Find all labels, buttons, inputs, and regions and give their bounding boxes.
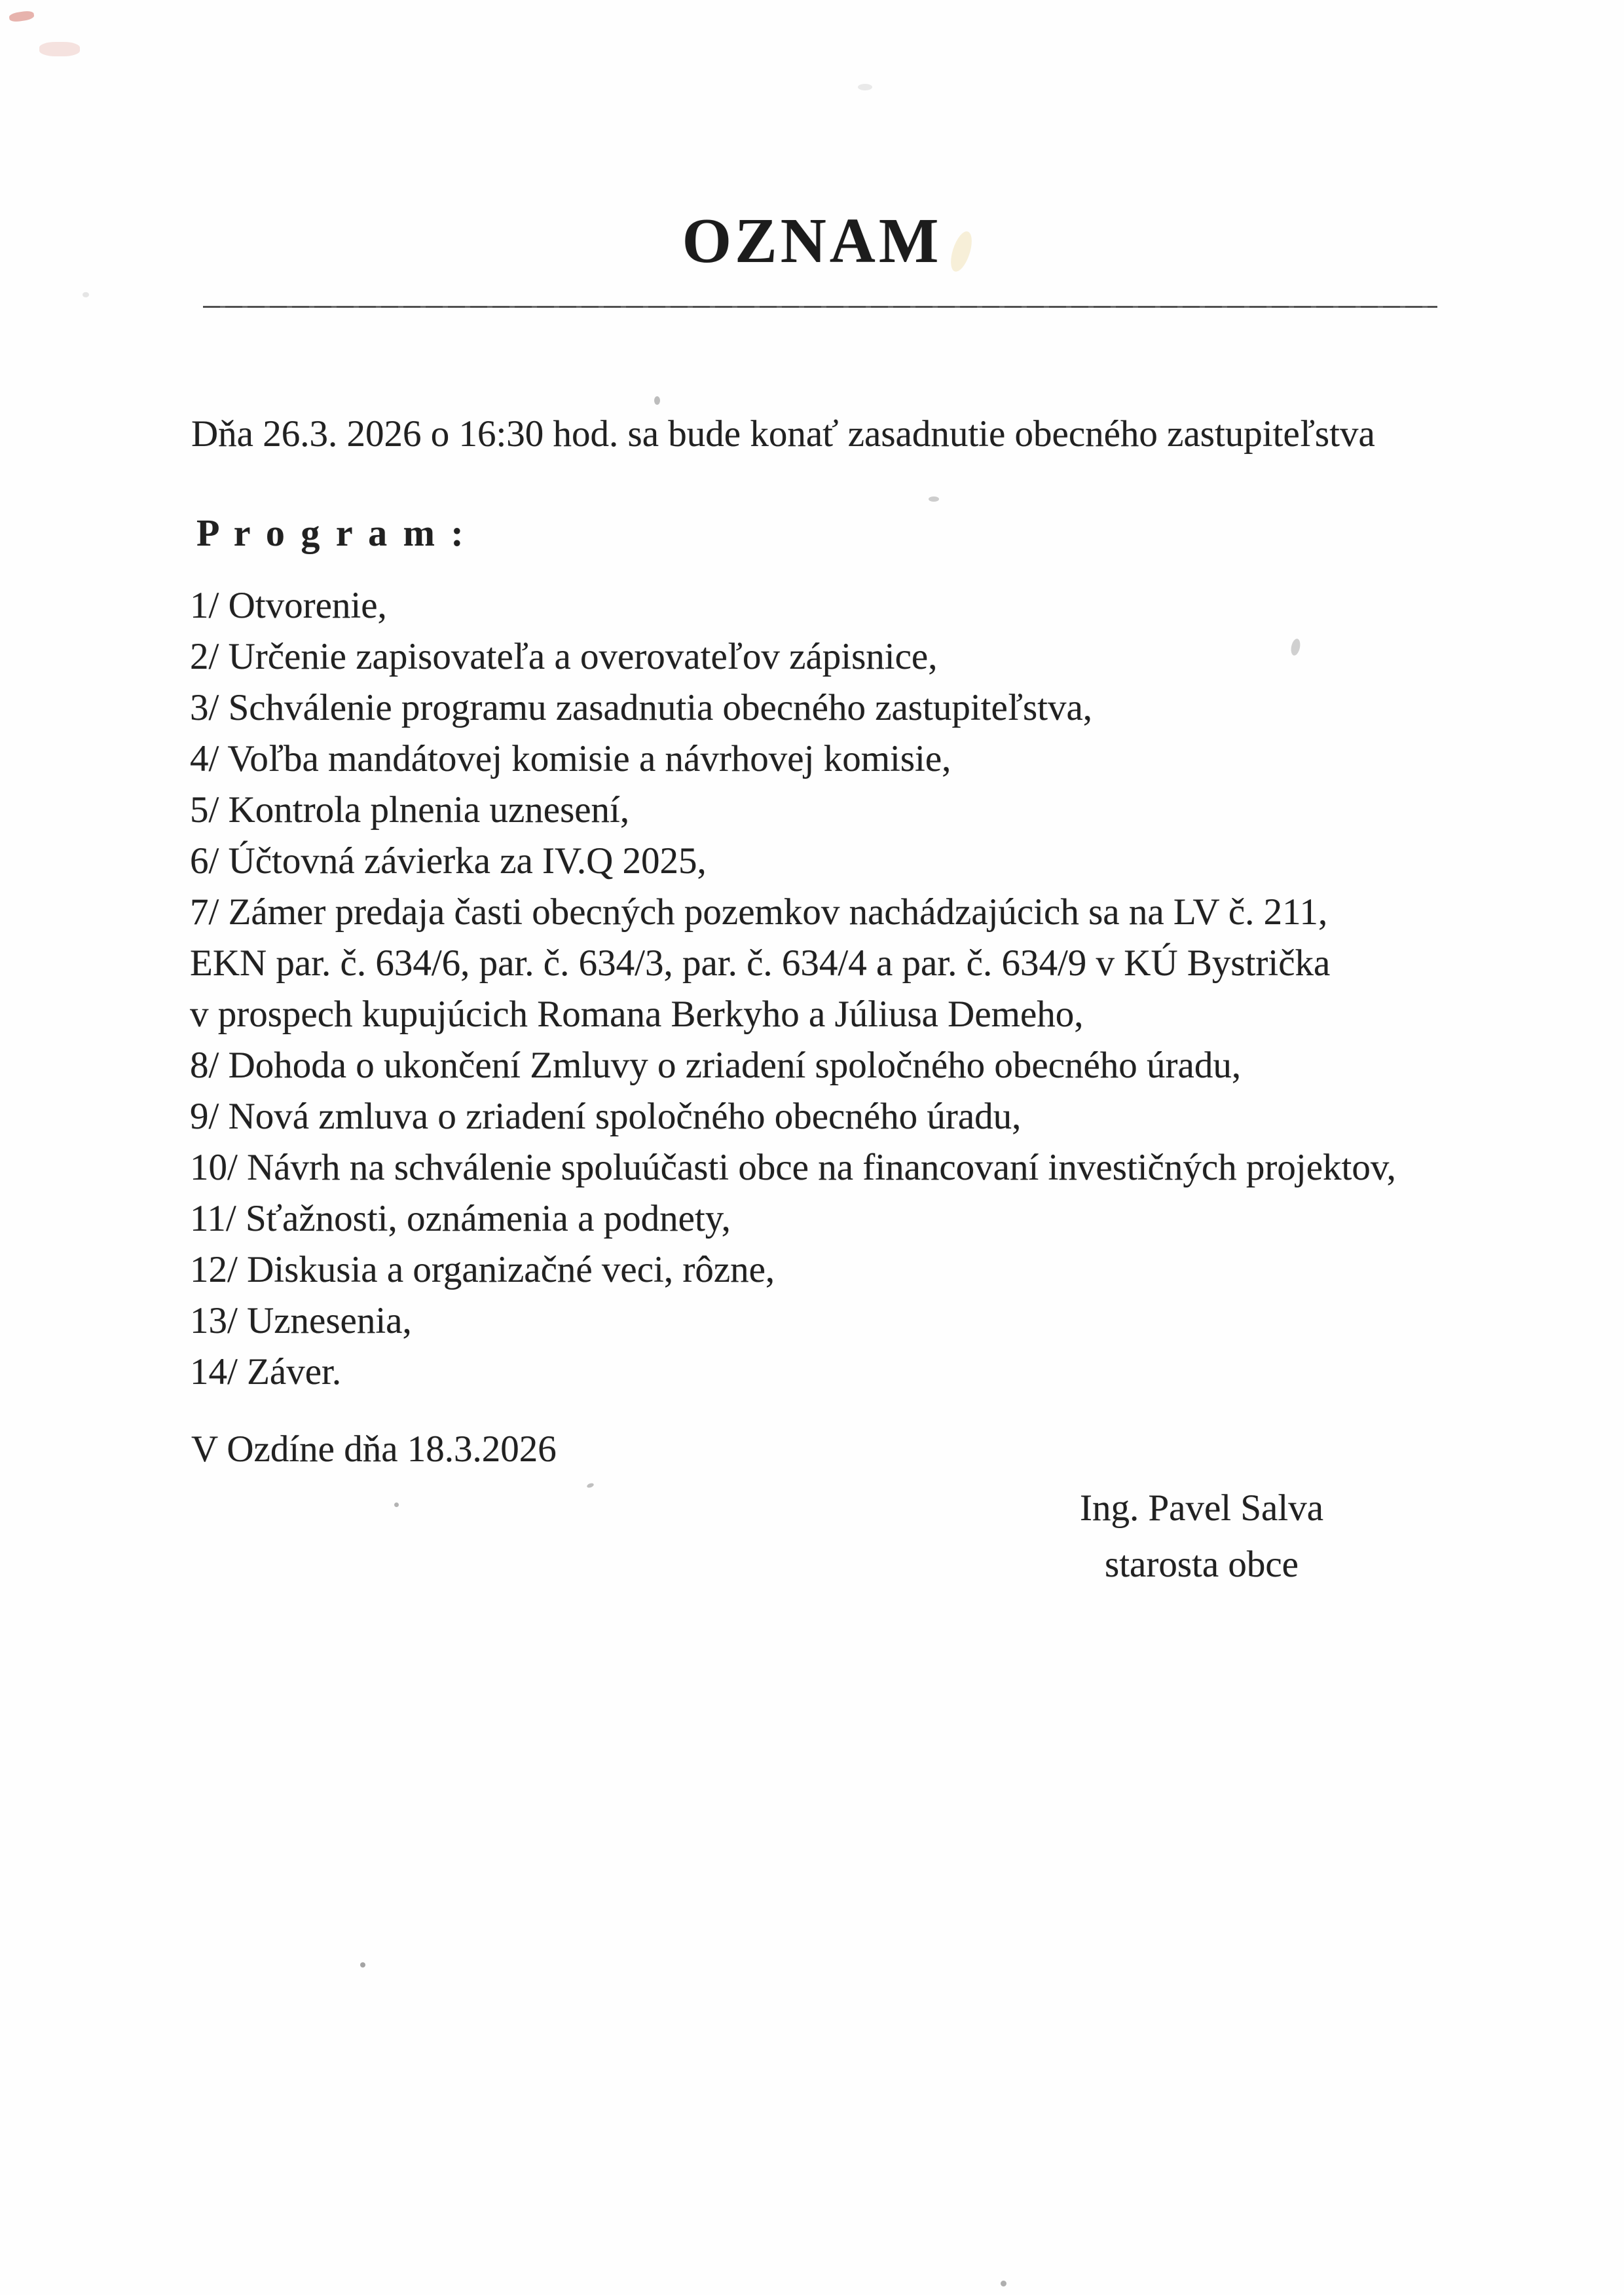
program-item-1: 1/ Otvorenie, (190, 585, 387, 626)
program-item-12: 12/ Diskusia a organizačné veci, rôzne, (190, 1249, 775, 1290)
scan-speck (929, 496, 939, 502)
scan-mark-red (9, 10, 35, 22)
program-agenda-list (190, 580, 1490, 1398)
scan-speck (394, 1502, 399, 1507)
program-item-10: 10/ Návrh na schválenie spoluúčasti obce na financovaní investičných projektov, (190, 1147, 1396, 1188)
program-item-8: 8/ Dohoda o ukončení Zmluvy o zriadení spoločného obecného úradu, (190, 1045, 1242, 1086)
program-item-5: 5/ Kontrola plnenia uznesení, (190, 789, 630, 830)
program-item-9: 9/ Nová zmluva o zriadení spoločného obecného úradu, (190, 1096, 1022, 1137)
signatory-name: Ing. Pavel Salva (1079, 1487, 1323, 1529)
scan-speck (654, 396, 660, 405)
scan-mark-red (39, 42, 80, 56)
program-item-6: 6/ Účtovná závierka za IV.Q 2025, (190, 840, 707, 882)
program-heading: P r o g r a m : (196, 512, 467, 554)
program-item-11: 11/ Sťažnosti, oznámenia a podnety, (190, 1198, 731, 1239)
program-item-2: 2/ Určenie zapisovateľa a overovateľov zápisnice, (190, 636, 938, 677)
scan-speck (360, 1962, 365, 1968)
scan-speck (1001, 2281, 1006, 2286)
scan-speck (858, 84, 872, 90)
program-item-4: 4/ Voľba mandátovej komisie a návrhovej komisie, (190, 738, 951, 779)
signature-block (1038, 1485, 1365, 1588)
program-item-3: 3/ Schválenie programu zasadnutia obecného zastupiteľstva, (190, 687, 1093, 728)
title-divider-line (203, 306, 1437, 308)
program-item-13: 13/ Uznesenia, (190, 1300, 412, 1341)
place-and-date: V Ozdíne dňa 18.3.2026 (191, 1428, 557, 1470)
scan-speck (83, 292, 89, 297)
program-item-7-continuation: v prospech kupujúcich Romana Berkyho a Júliusa Demeho, (190, 994, 1084, 1035)
document-title: OZNAM (682, 206, 942, 276)
program-item-7-continuation: EKN par. č. 634/6, par. č. 634/3, par. č. 634/4 a par. č. 634/9 v KÚ Bystrička (190, 942, 1331, 984)
program-item-14: 14/ Záver. (190, 1351, 342, 1392)
program-item-7: 7/ Zámer predaja časti obecných pozemkov nachádzajúcich sa na LV č. 211, (190, 891, 1328, 933)
signatory-role: starosta obce (1105, 1544, 1299, 1585)
scan-speck (586, 1482, 594, 1488)
meeting-announcement-text: Dňa 26.3. 2026 o 16:30 hod. sa bude konať zasadnutie obecného zastupiteľstva (191, 413, 1375, 455)
